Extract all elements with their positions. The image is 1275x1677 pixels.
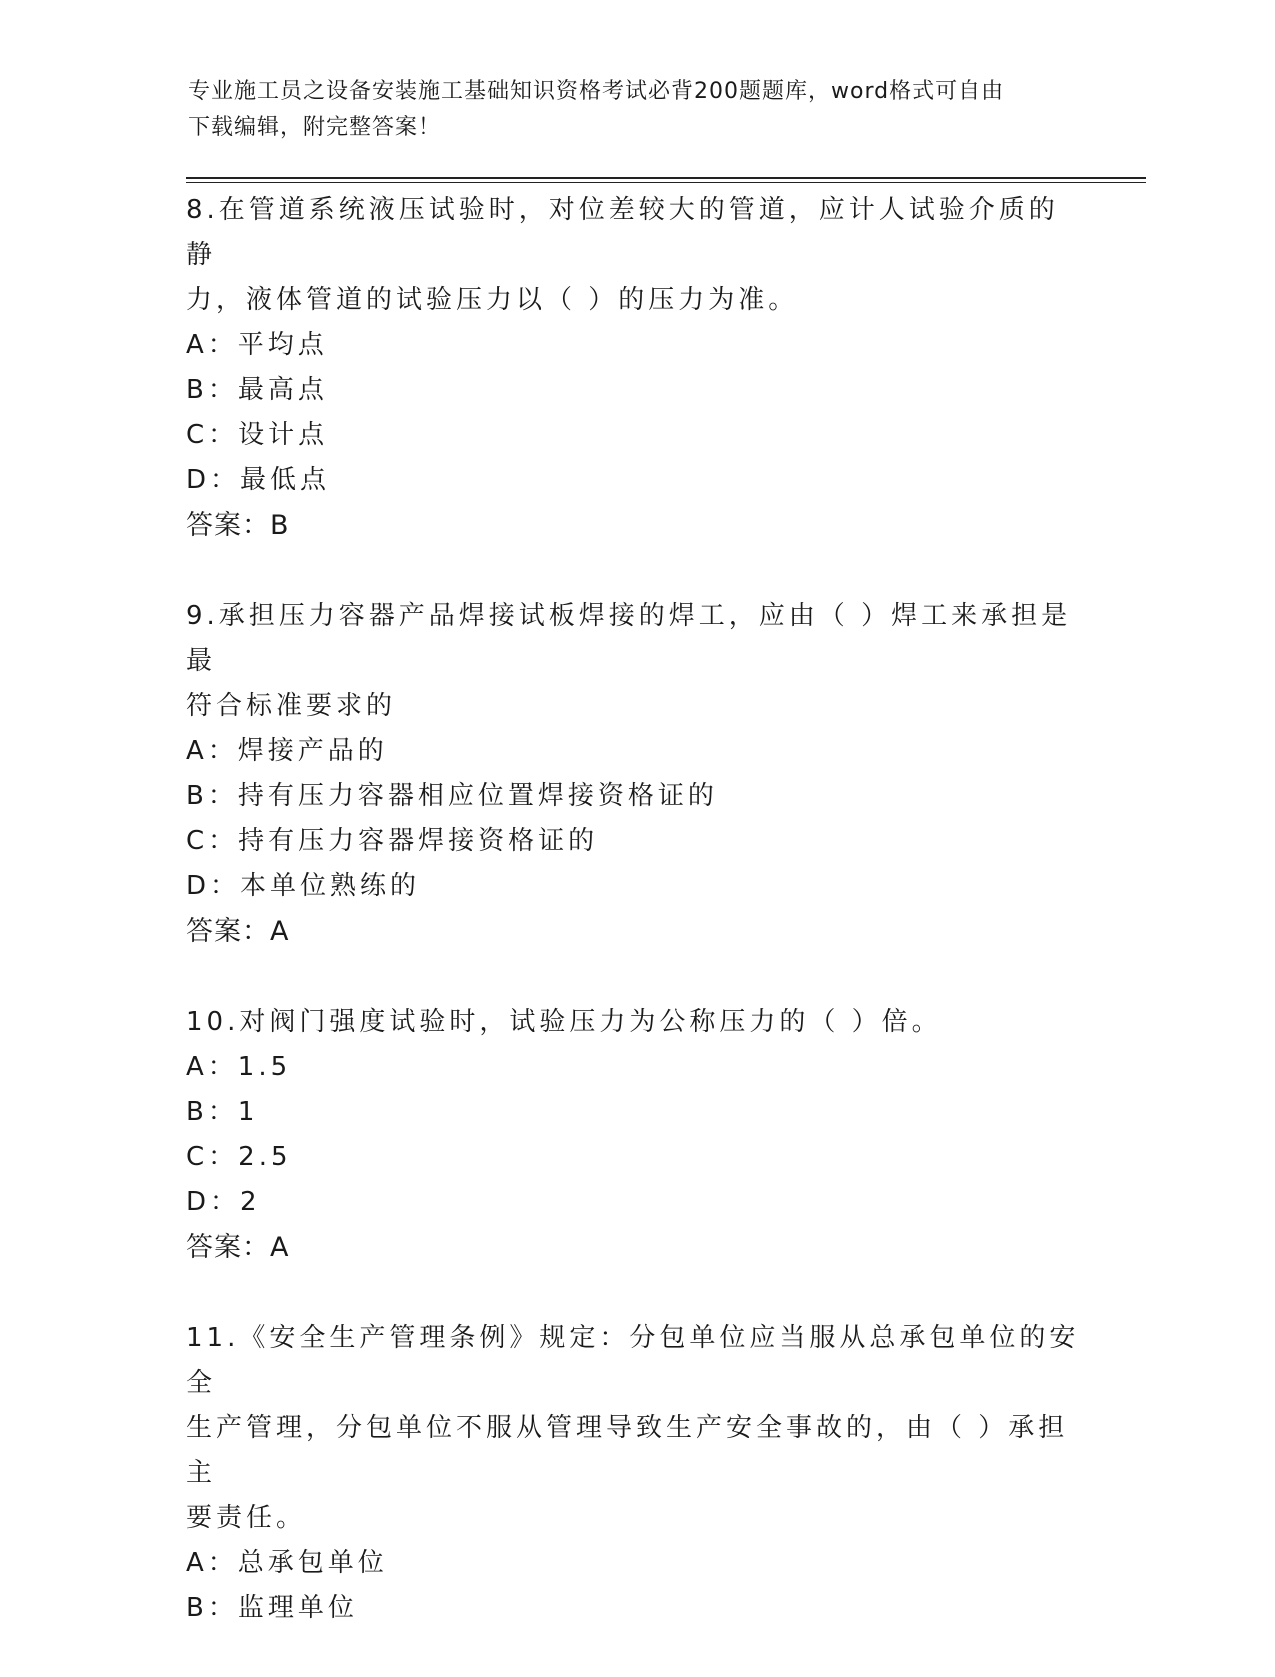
answer-label: 答案：B (186, 510, 290, 541)
header-line-2: 下载编辑，附完整答案！ (188, 115, 442, 140)
question-stem-line: 9.承担压力容器产品焊接试板焊接的焊工，应由（ ）焊工来承担是最 (186, 601, 1072, 676)
option-b: B：监理单位 (186, 1593, 358, 1623)
answer-label: 答案：A (186, 916, 290, 947)
question-stem-line: 符合标准要求的 (186, 691, 397, 721)
option-c: C：持有压力容器焊接资格证的 (186, 826, 599, 856)
option-d: D：最低点 (186, 465, 331, 495)
header-line-1: 专业施工员之设备安装施工基础知识资格考试必背200题题库，word格式可自由 (188, 79, 1005, 104)
question-stem-line: 8.在管道系统液压试验时，对位差较大的管道，应计人试验介质的静 (186, 195, 1059, 270)
option-a: A：1.5 (186, 1052, 292, 1082)
question-11 (186, 1316, 1086, 1631)
question-list (186, 188, 1086, 1677)
question-9 (186, 594, 1086, 954)
option-d: D：2 (186, 1187, 261, 1217)
answer-label: 答案：A (186, 1232, 290, 1263)
question-stem-line: 要责任。 (186, 1503, 307, 1533)
option-b: B：1 (186, 1097, 259, 1127)
option-a: A：平均点 (186, 330, 328, 360)
option-a: A：总承包单位 (186, 1548, 388, 1578)
question-8 (186, 188, 1086, 548)
option-b: B：持有压力容器相应位置焊接资格证的 (186, 781, 718, 811)
header-divider-thick (186, 177, 1146, 179)
question-stem-line: 力，液体管道的试验压力以（ ）的压力为准。 (186, 285, 799, 315)
question-10 (186, 1000, 1086, 1270)
option-c: C：2.5 (186, 1142, 292, 1172)
question-stem-line: 10.对阀门强度试验时，试验压力为公称压力的（ ）倍。 (186, 1007, 942, 1037)
option-b: B：最高点 (186, 375, 328, 405)
option-c: C：设计点 (186, 420, 329, 450)
question-stem-line: 生产管理，分包单位不服从管理导致生产安全事故的，由（ ）承担主 (186, 1413, 1069, 1488)
question-stem-line: 11.《安全生产管理条例》规定：分包单位应当服从总承包单位的安全 (186, 1323, 1080, 1398)
document-header (188, 74, 1068, 146)
option-d: D：本单位熟练的 (186, 871, 421, 901)
header-divider-thin (186, 182, 1146, 183)
option-a: A：焊接产品的 (186, 736, 388, 766)
